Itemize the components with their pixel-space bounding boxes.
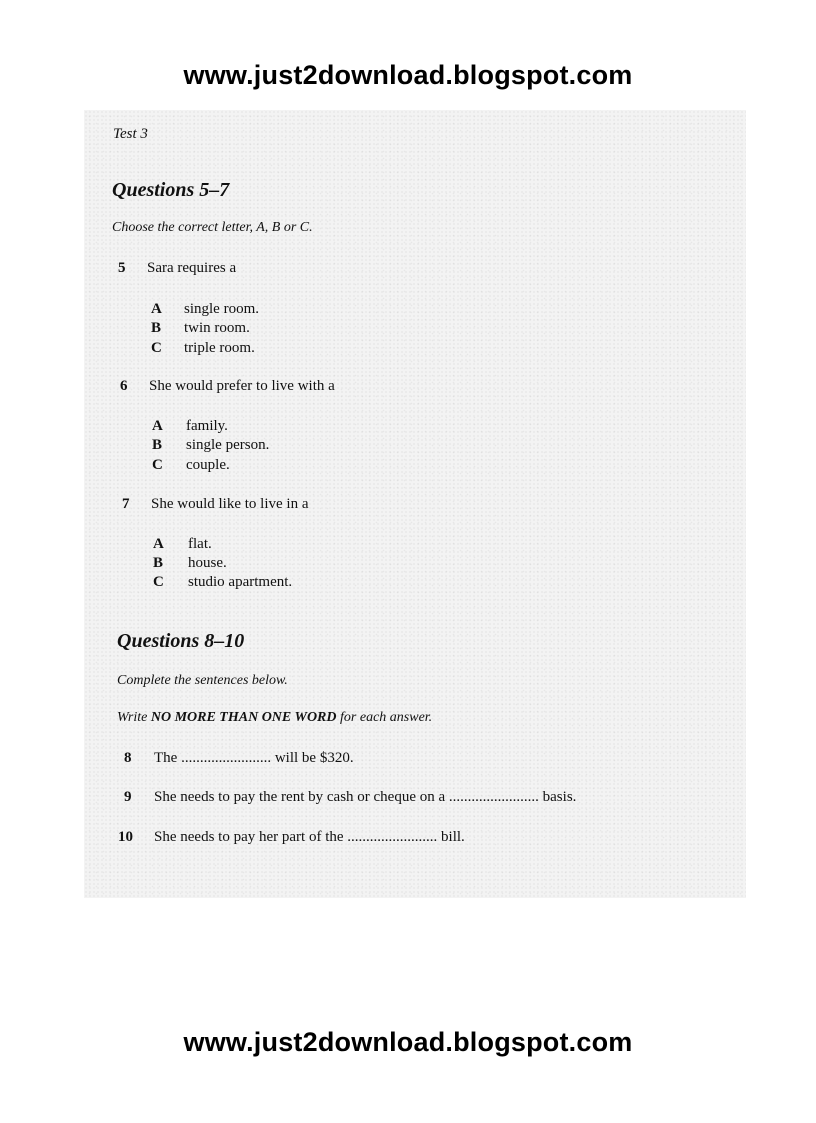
question-number: 5 [118,260,126,276]
watermark-banner-top: www.just2download.blogspot.com [183,60,633,90]
option-letter: C [152,457,163,473]
option-text: twin room. [184,320,250,336]
question-text: She would like to live in a [151,496,309,512]
sentence-number: 8 [124,750,132,766]
sentence-number: 10 [118,829,133,845]
option-letter: A [152,418,163,434]
watermark-banner-bottom: www.just2download.blogspot.com [183,1027,633,1057]
option-text: studio apartment. [188,574,293,590]
test-label: Test 3 [113,126,148,142]
question-text: She would prefer to live with a [149,378,335,394]
option-text: couple. [186,457,230,473]
option-letter: C [153,574,164,590]
sentence-text: She needs to pay her part of the ........................ bill. [154,829,465,845]
option-letter: B [151,320,162,336]
option-letter: B [152,437,163,453]
instruction-suffix: for each answer. [336,710,433,725]
option-text: family. [186,418,228,434]
option-letter: A [151,301,162,317]
instruction-emphasis: NO MORE THAN ONE WORD [150,710,337,725]
option-text: flat. [188,536,212,552]
question-number: 7 [122,496,130,512]
option-text: triple room. [184,340,255,356]
option-letter: A [153,536,164,552]
section-title-8-10: Questions 8–10 [117,630,245,652]
sentence-number: 9 [124,789,132,805]
sentence-text: The ........................ will be $320. [154,750,354,766]
question-number: 6 [120,378,128,394]
option-text: house. [188,555,227,571]
section-instruction-5-7: Choose the correct letter, A, B or C. [112,220,313,235]
option-text: single person. [186,437,270,453]
option-text: single room. [184,301,259,317]
option-letter: C [151,340,162,356]
sentence-text: She needs to pay the rent by cash or cheque on a ........................ basis. [154,789,577,805]
option-letter: B [153,555,164,571]
section-instruction-word-limit [117,710,432,726]
section-title-5-7: Questions 5–7 [112,179,230,201]
section-instruction-complete: Complete the sentences below. [117,673,288,688]
question-text: Sara requires a [147,260,237,276]
instruction-prefix: Write [117,710,151,725]
